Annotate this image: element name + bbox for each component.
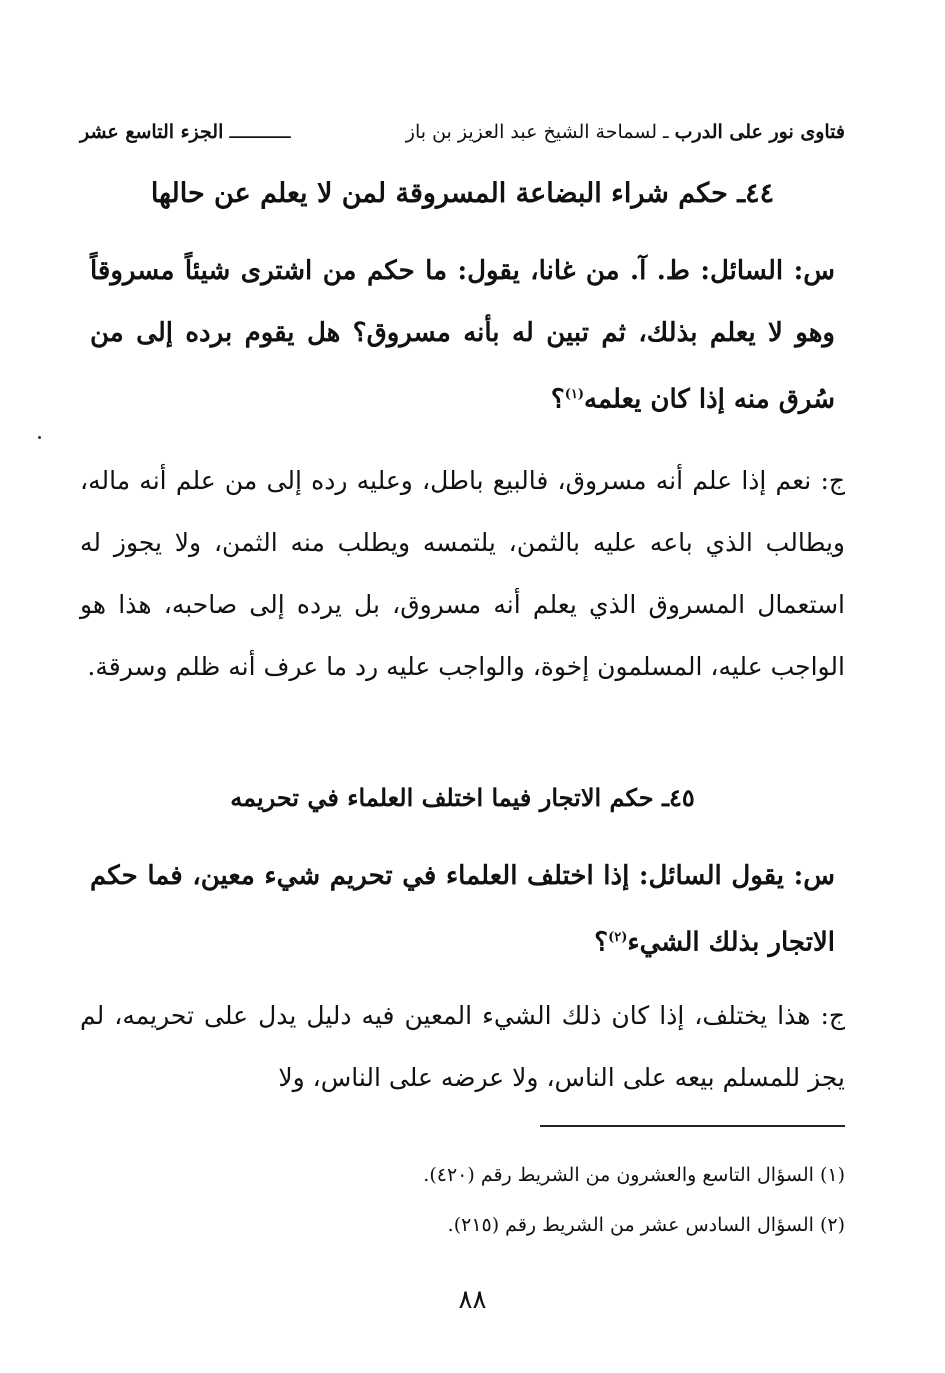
question-mark: ؟ [550,384,565,415]
section-45-answer [80,985,845,1109]
question-text: يقول السائل: إذا اختلف العلماء في تحريم شيء معين، فما حكم الاتجار بذلك الشيء [90,861,835,958]
answer-text: هذا يختلف، إذا كان ذلك الشيء المعين فيه دليل يدل على تحريمه، لم يجز للمسلم بيعه على الناس، ولا عرضه على الناس، ولا [80,1001,845,1092]
footnote-ref-2: (٢) [608,930,628,945]
header-book-title: فتاوى نور على الدرب [674,121,845,143]
answer-text: نعم إذا علم أنه مسروق، فالبيع باطل، وعليه رده إلى من علم أنه ماله، ويطالب الذي باعه عليه بالثمن، يلتمسه ويطلب منه الثمن، ولا يجوز له استعمال المسروق الذي يعلم أنه مسروق، بل يرده إلى صاحبه، هذا هو الواجب عليه، المسلمون إخوة، والواجب عليه رد ما عرف أنه ظلم وسرقة. [80,466,845,681]
answer-label: ج: [820,466,845,495]
question-label: س: [793,256,835,286]
header-author: ـ لسماحة الشيخ عبد العزيز بن باز [405,121,669,143]
footnote-1: (١) السؤال التاسع والعشرون من الشريط رقم (٤٢٠). [423,1164,845,1186]
question-text: السائل: ط. آ. من غانا، يقول: ما حكم من اشترى شيئاً مسروقاً وهو لا يعلم بذلك، ثم تبين له بأنه مسروق؟ هل يقوم برده إلى من سُرق منه إذا كان يعلمه [90,256,835,415]
header-volume [80,121,291,143]
footnote-ref-1: (١) [564,387,584,402]
header-book-author [406,121,845,143]
footnote-2: (٢) السؤال السادس عشر من الشريط رقم (٢١٥). [447,1214,845,1236]
question-label: س: [793,861,835,891]
section-44-title: ٤٤ـ حكم شراء البضاعة المسروقة لمن لا يعلم عن حالها [150,178,775,209]
page-number: ٨٨ [458,1285,487,1315]
running-header [80,114,845,150]
question-mark: ؟ [594,927,609,958]
section-44-question [90,240,835,431]
ink-speck [38,436,41,439]
answer-label: ج: [820,1001,845,1030]
header-dash: ـــــــــــ [229,121,291,143]
section-44-answer [80,450,845,698]
section-45-question [90,845,835,974]
section-45-title: ٤٥ـ حكم الاتجار فيما اختلف العلماء في تحريمه [230,783,695,812]
header-volume-label: الجزء التاسع عشر [80,121,224,143]
footnote-divider [540,1125,845,1127]
